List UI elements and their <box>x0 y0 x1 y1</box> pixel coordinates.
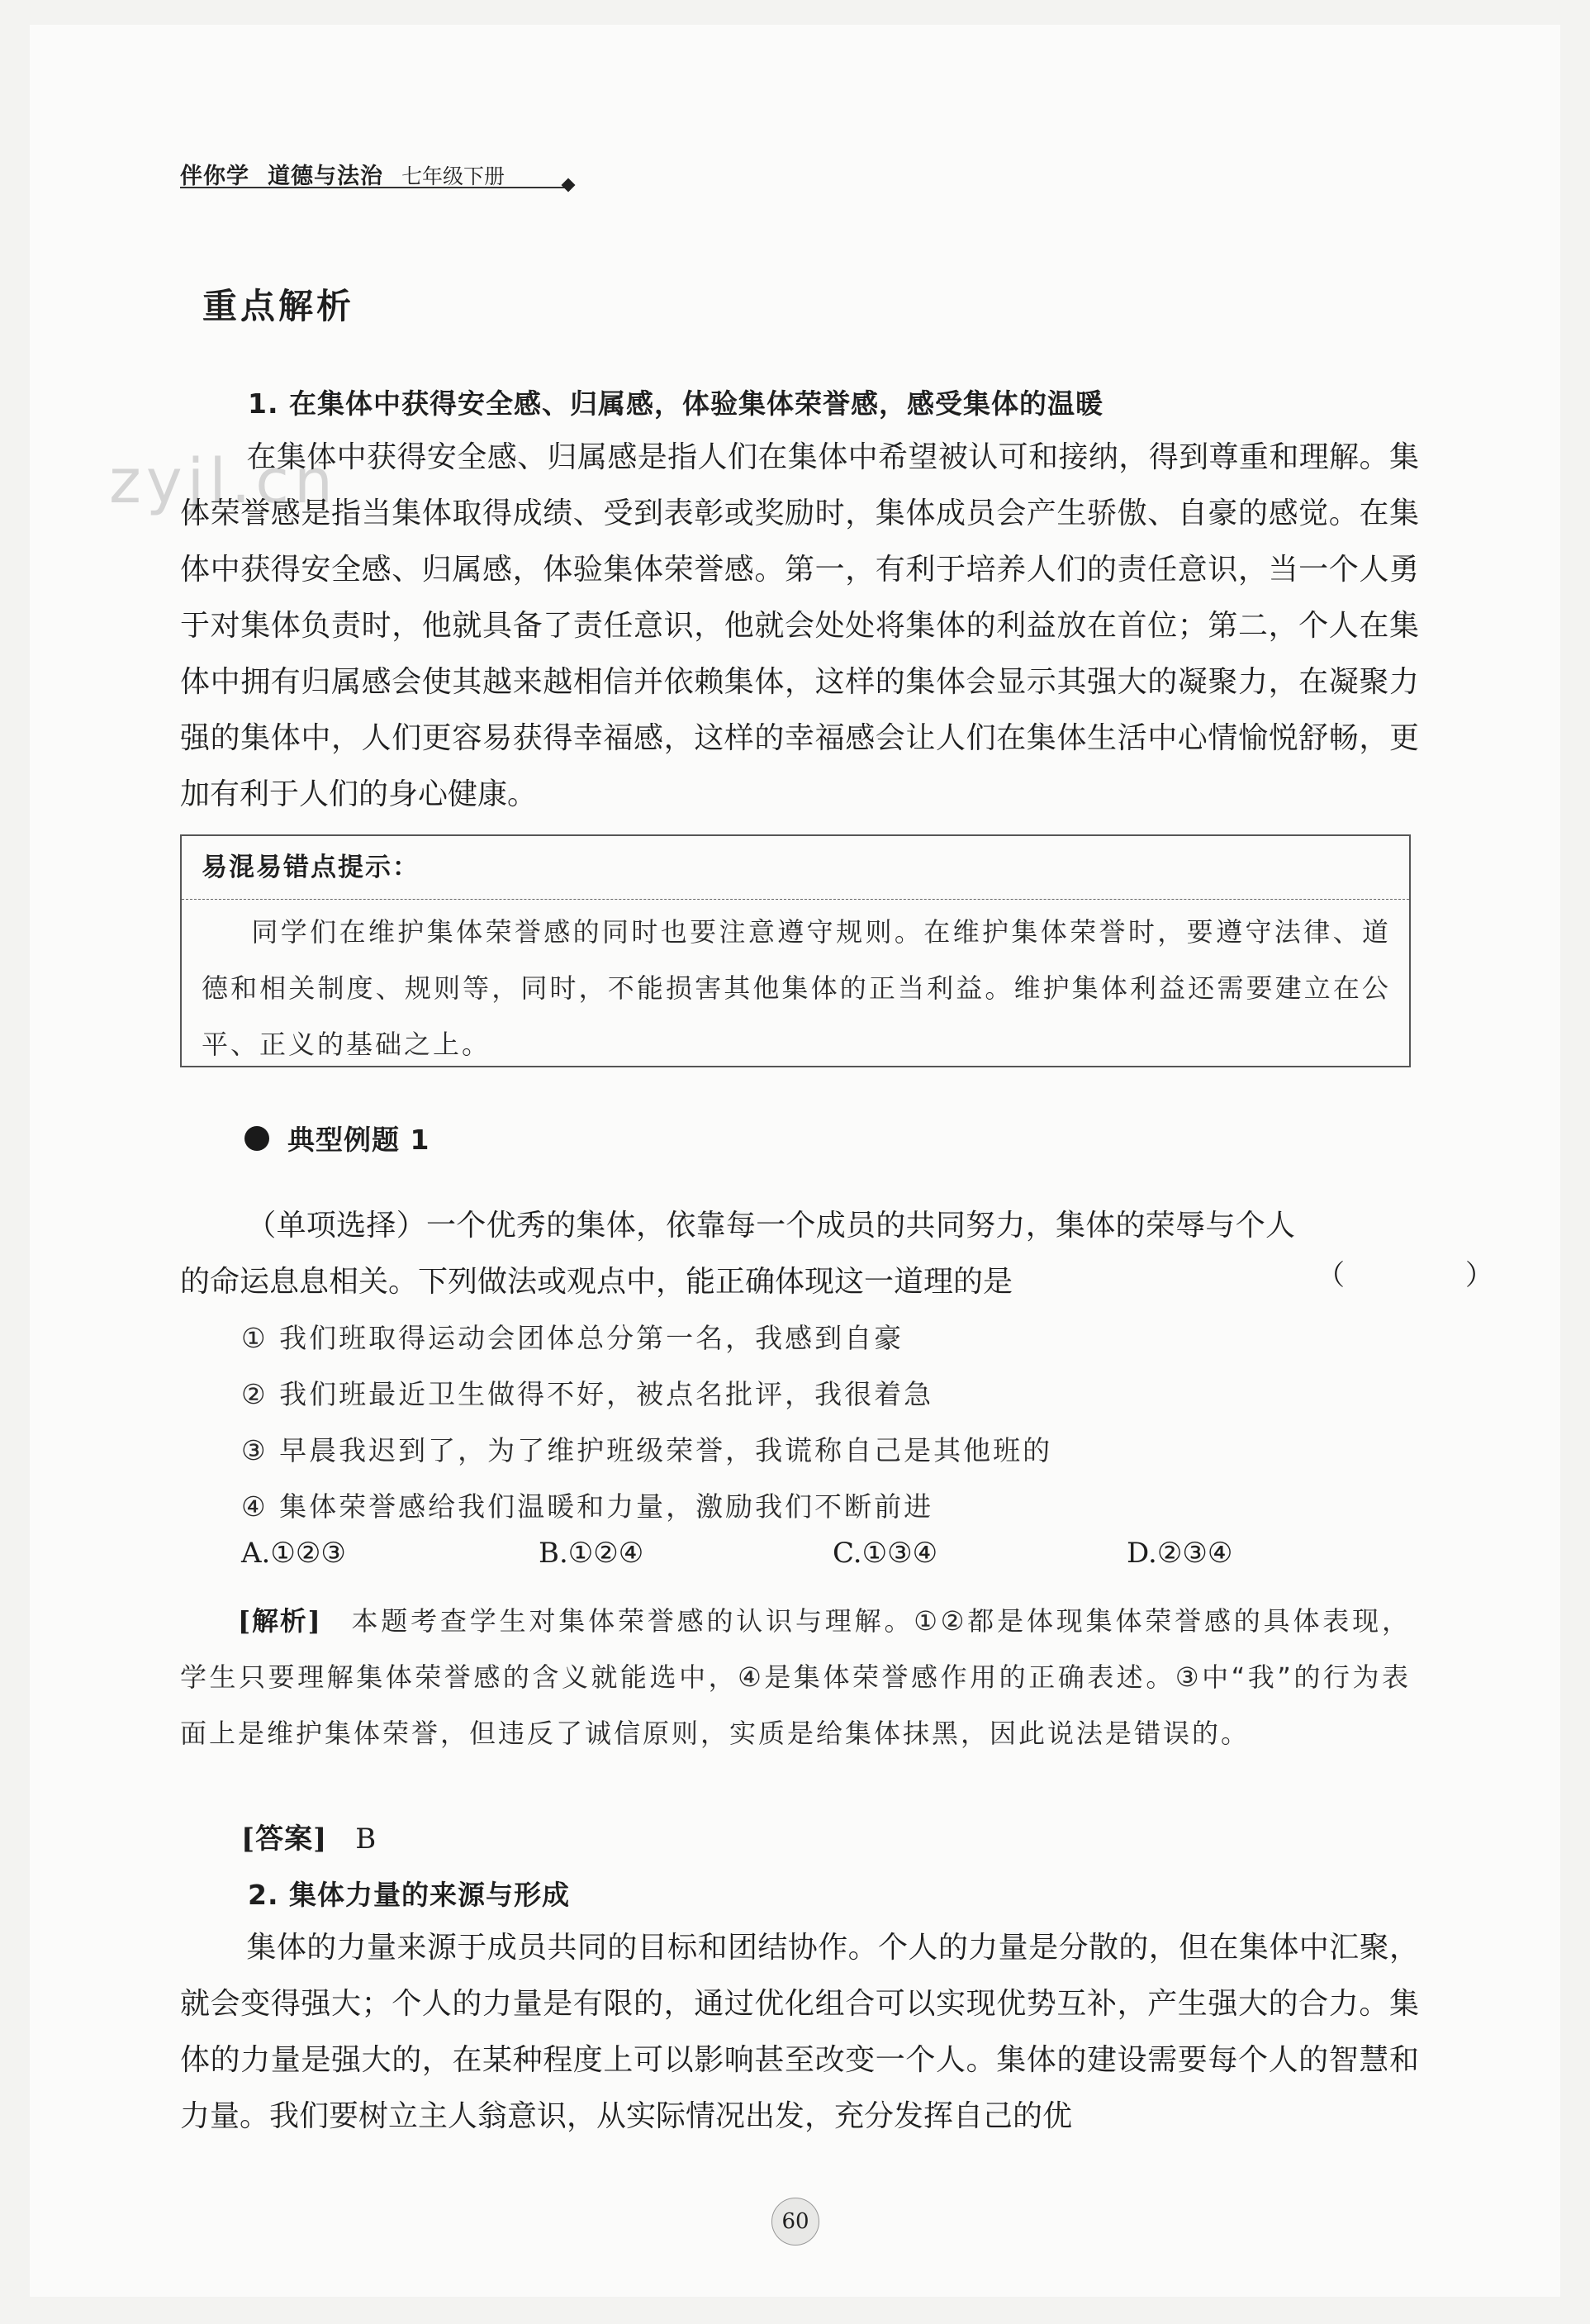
watermark: zyjl.cn <box>109 446 338 517</box>
answer-paren: （ ） <box>1317 1259 1540 1292</box>
option-4: ④ 集体荣誉感给我们温暖和力量，激励我们不断前进 <box>241 1490 934 1523</box>
tip-box <box>180 834 1411 1067</box>
header-subject: 道德与法治 <box>268 164 383 189</box>
choice-d: D.②③④ <box>1127 1537 1233 1570</box>
point2-title: 2. 集体力量的来源与形成 <box>248 1879 570 1911</box>
header-rule <box>180 187 568 188</box>
option-3: ③ 早晨我迟到了，为了维护班级荣誉，我谎称自己是其他班的 <box>241 1434 1053 1466</box>
example-heading <box>244 1119 430 1157</box>
example-question-text: （单项选择）一个优秀的集体，依靠每一个成员的共同努力，集体的荣辱与个人的命运息息相关。下列做法或观点中，能正确体现这一道理的是 <box>180 1209 1295 1299</box>
analysis-text: 本题考查学生对集体荣誉感的认识与理解。①②都是体现集体荣誉感的具体表现，学生只要理解集体荣誉感的含义就能选中，④是集体荣誉感作用的正确表述。③中“我”的行为表面上是维护集体荣誉，但违反了诚信原则，实质是给集体抹黑，因此说法是错误的。 <box>180 1605 1411 1749</box>
choice-a: A.①②③ <box>241 1537 346 1570</box>
header-brand: 伴你学 <box>180 164 249 189</box>
point1-title: 1. 在集体中获得安全感、归属感，体验集体荣誉感，感受集体的温暖 <box>248 387 1104 420</box>
analysis-label: [解析] <box>238 1605 321 1637</box>
choices-row <box>241 1537 1315 1583</box>
tip-text-body: 同学们在维护集体荣誉感的同时也要注意遵守规则。在维护集体荣誉时，要遵守法律、道德和相关制度、规则等，同时，不能损害其他集体的正当利益。维护集体利益还需要建立在公平、正义的基础之上。 <box>202 916 1391 1060</box>
option-2: ② 我们班最近卫生做得不好，被点名批评，我很着急 <box>241 1378 934 1410</box>
page-number: 60 <box>771 2198 819 2246</box>
choice-c: C.①③④ <box>833 1537 938 1570</box>
answer-value: B <box>355 1823 377 1856</box>
tip-title: 易混易错点提示： <box>202 853 420 882</box>
header-grade: 七年级下册 <box>401 164 505 188</box>
point2-body <box>180 1920 1419 2145</box>
point2-body-text: 集体的力量来源于成员共同的目标和团结协作。个人的力量是分散的，但在集体中汇聚，就会变得强大；个人的力量是有限的，通过优化组合可以实现优势互补，产生强大的合力。集体的力量是强大的，在某种程度上可以影响甚至改变一个人。集体的建设需要每个人的智慧和力量。我们要树立主人翁意识，从实际情况出发，充分发挥自己的优 <box>180 1931 1419 2133</box>
option-1: ① 我们班取得运动会团体总分第一名，我感到自豪 <box>241 1322 904 1354</box>
bullet-dot-icon <box>244 1126 269 1151</box>
answer-line <box>241 1816 376 1856</box>
example-label: 典型例题 1 <box>287 1124 430 1156</box>
tip-text <box>202 904 1391 1072</box>
tip-divider <box>182 899 1409 900</box>
point1-body-text: 在集体中获得安全感、归属感是指人们在集体中希望被认可和接纳，得到尊重和理解。集体荣誉感是指当集体取得成绩、受到表彰或奖励时，集体成员会产生骄傲、自豪的感觉。在集体中获得安全感、归属感，体验集体荣誉感。第一，有利于培养人们的责任意识，当一个人勇于对集体负责时，他就具备了责任意识，他就会处处将集体的利益放在首位；第二，个人在集体中拥有归属感会使其越来越相信并依赖集体，这样的集体会显示其强大的凝聚力，在凝聚力强的集体中，人们更容易获得幸福感，这样的幸福感会让人们在集体生活中心情愉悦舒畅，更加有利于人们的身心健康。 <box>180 440 1419 811</box>
choice-b: B.①②④ <box>539 1537 644 1570</box>
answer-label: [答案] <box>241 1823 328 1856</box>
point1-body <box>180 430 1419 823</box>
running-header <box>180 154 505 190</box>
analysis <box>180 1593 1411 1761</box>
section-title: 重点解析 <box>202 286 355 326</box>
example-question <box>180 1198 1295 1310</box>
